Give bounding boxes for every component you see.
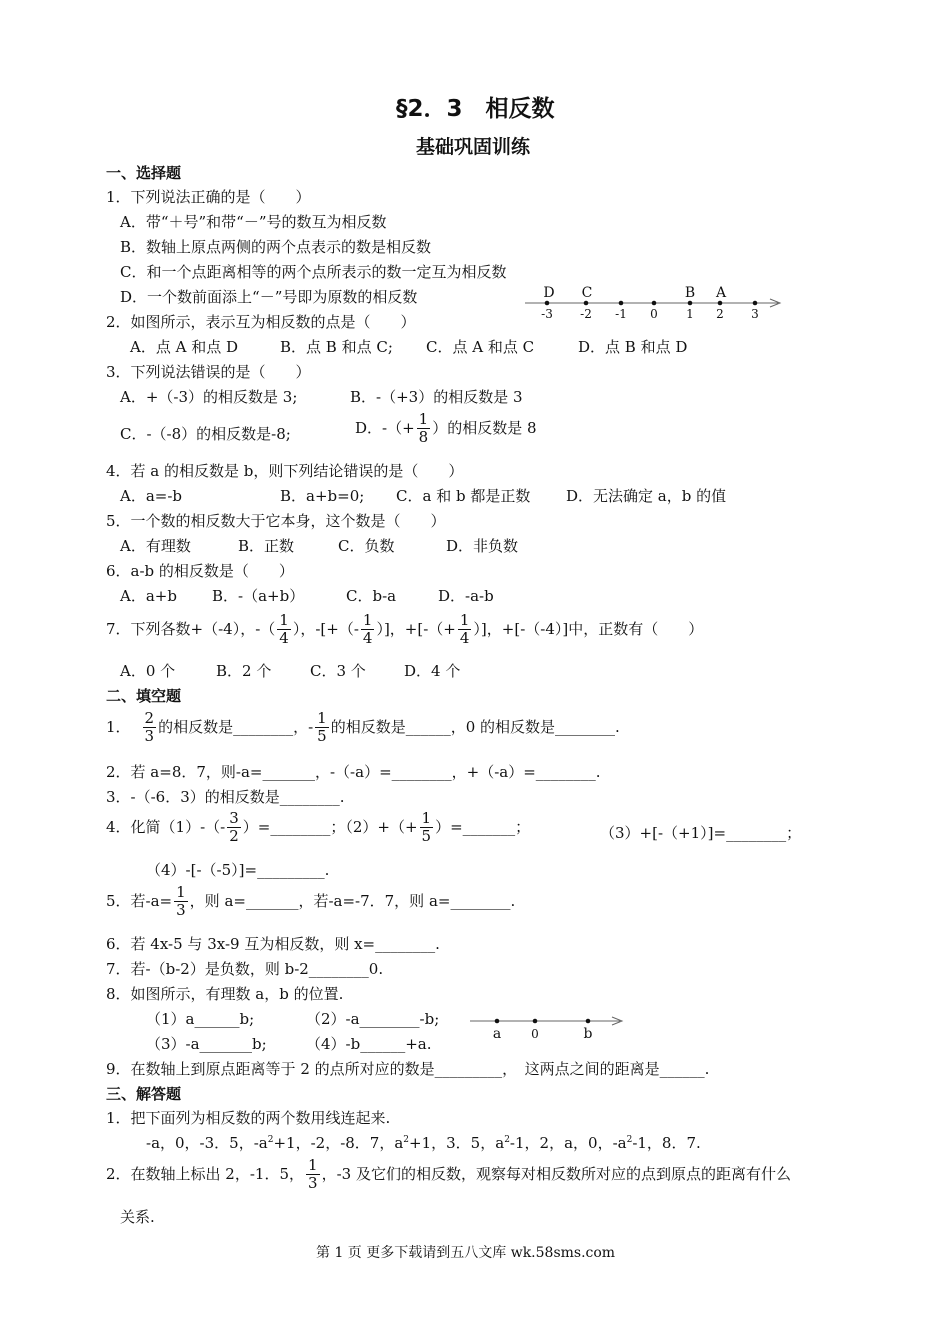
fraction-denominator: 5 — [421, 827, 432, 846]
fraction-denominator: 4 — [459, 629, 470, 648]
fill-question-1 — [106, 710, 620, 746]
number-line-dot — [619, 301, 624, 306]
fill-question-8-item-3: （3）-a_______b; — [146, 1035, 267, 1053]
question-7-option-c: C．3 个 — [310, 662, 366, 680]
fraction-denominator: 3 — [176, 901, 186, 920]
fraction-one-quarter — [361, 612, 375, 648]
q7-part-1: 7．下列各数+（-4），-（ — [106, 620, 276, 639]
fill-question-4-part-3: （3）+[-（+1）]=________； — [600, 824, 802, 842]
tick-label: 0 — [650, 307, 658, 321]
f1-part-1: 的相反数是________，- — [158, 718, 314, 737]
tick-label: -2 — [580, 307, 592, 321]
number-line-dot — [584, 301, 589, 306]
fraction-one-quarter — [277, 612, 291, 648]
number-line-dot — [545, 301, 550, 306]
fraction-denominator: 3 — [308, 1174, 318, 1193]
page-footer: 第 1 页 更多下载请到五八文库 wk.58sms.com — [316, 1245, 616, 1261]
f4-part-2: ）=_______； — [435, 818, 531, 837]
question-5-option-b: B．正数 — [238, 537, 295, 555]
number-line-dot — [495, 1019, 500, 1024]
fraction-one-third — [174, 884, 188, 920]
fill-question-2: 2．若 a=8．7，则-a=_______，-（-a）=________，+（-a）=________. — [106, 763, 601, 781]
tick-label: -3 — [541, 307, 553, 321]
question-7-option-b: B．2 个 — [216, 662, 272, 680]
number-line-dot — [718, 301, 723, 306]
fraction-numerator: 1 — [279, 611, 289, 629]
point-label: a — [492, 1026, 502, 1042]
a2-part-1: ，-3 及它们的相反数，观察每对相反数所对应的点到原点的距离有什么 — [321, 1165, 791, 1184]
question-4-option-a: A．a=-b — [120, 487, 183, 505]
f1-part-0: 1． — [106, 718, 131, 737]
fill-question-3: 3．-（-6．3）的相反数是________. — [106, 788, 345, 806]
tick-label: -1 — [615, 307, 627, 321]
question-3-option-d — [355, 411, 537, 447]
fraction-one-fifth — [315, 710, 329, 746]
question-1-stem: 1．下列说法正确的是（ ） — [106, 188, 311, 206]
fill-question-8-stem: 8．如图所示，有理数 a，b 的位置. — [106, 985, 344, 1003]
question-5-option-d: D．非负数 — [446, 537, 519, 555]
answer-question-1-items — [146, 1136, 701, 1151]
number-line-figure-2 — [470, 1010, 630, 1050]
f5-part-0: 5．若-a= — [106, 892, 173, 911]
fraction-numerator: 1 — [421, 809, 432, 827]
fill-question-4-part-4: （4）-[-（-5）]=_________. — [146, 861, 330, 879]
question-2-option-a: A．点 A 和点 D — [130, 338, 238, 356]
question-2-option-b: B．点 B 和点 C; — [280, 338, 393, 356]
fraction-numerator: 1 — [176, 883, 186, 901]
section-heading-fill: 二、填空题 — [106, 687, 182, 705]
question-6-option-c: C．b-a — [346, 587, 397, 605]
fraction-one-quarter — [458, 612, 472, 648]
number-line-figure-1 — [520, 280, 790, 325]
number-line-dot — [688, 301, 693, 306]
section-heading-answer: 三、解答题 — [106, 1085, 182, 1103]
question-3-option-c: C．-（-8）的相反数是-8; — [120, 425, 291, 443]
question-2-option-c: C．点 A 和点 C — [426, 338, 535, 356]
a1-part-3: +1，3．5，a — [409, 1134, 505, 1152]
point-label: B — [684, 285, 696, 301]
fraction-denominator: 5 — [317, 727, 327, 746]
fill-question-5 — [106, 884, 515, 920]
fraction-denominator: 3 — [144, 727, 155, 746]
f5-part-1: ，则 a=_______，若-a=-7．7，则 a=________. — [189, 892, 516, 911]
tick-label: 2 — [716, 307, 724, 321]
a1-part-4: -1，2，a，0，-a — [509, 1134, 627, 1152]
fill-question-8-item-2: （2）-a________-b; — [306, 1010, 440, 1028]
fill-question-4 — [106, 810, 530, 846]
fraction-one-third — [306, 1157, 320, 1193]
answer-question-1: 1．把下面列为相反数的两个数用线连起来. — [106, 1109, 391, 1127]
number-line-dot — [533, 1019, 538, 1024]
q7-part-4: ）]，+[-（-4）]中，正数有（ ） — [473, 620, 704, 639]
section-heading-choice: 一、选择题 — [106, 164, 182, 182]
fill-question-8-item-4: （4）-b______+a. — [306, 1035, 432, 1053]
tick-label: 3 — [751, 307, 759, 321]
point-label: C — [581, 285, 593, 301]
question-5-option-c: C．负数 — [338, 537, 395, 555]
question-3-option-b: B．-（+3）的相反数是 3 — [350, 388, 523, 406]
question-6-option-a: A．a+b — [120, 587, 177, 605]
number-line-dot — [586, 1019, 591, 1024]
q7-part-3: ）]，+[-（+ — [376, 620, 456, 639]
question-5-stem: 5．一个数的相反数大于它本身，这个数是（ ） — [106, 512, 446, 530]
fraction-numerator: 1 — [362, 611, 373, 629]
q3d-prefix: D．-（+ — [355, 419, 415, 438]
question-7-option-a: A．0 个 — [120, 662, 176, 680]
question-2-stem: 2．如图所示，表示互为相反数的点是（ ） — [106, 313, 416, 331]
point-label: A — [715, 285, 727, 301]
fraction-denominator: 4 — [362, 629, 373, 648]
superscript: 2 — [626, 1135, 633, 1145]
superscript: 2 — [504, 1135, 510, 1145]
f4-part-1: ）=________；（2）+（+ — [242, 818, 418, 837]
f4-part-0: 4．化简（1）-（- — [106, 818, 226, 837]
fraction-two-thirds — [143, 710, 157, 746]
page-subtitle: 基础巩固训练 — [416, 136, 531, 158]
fraction-numerator: 1 — [459, 611, 470, 629]
fill-question-7: 7．若-（b-2）是负数，则 b-2________0. — [106, 960, 384, 978]
answer-question-2 — [106, 1157, 791, 1193]
question-2-option-d: D．点 B 和点 D — [578, 338, 688, 356]
question-6-option-b: B．-（a+b） — [212, 587, 305, 605]
fraction-denominator: 2 — [229, 827, 239, 846]
a1-part-1: -a，0，-3．5，-a — [146, 1134, 268, 1152]
tick-label: 1 — [686, 307, 694, 321]
a1-part-5: -1，8．7. — [632, 1134, 701, 1152]
fraction-numerator: 3 — [229, 809, 239, 827]
question-1-option-d: D．一个数前面添上“－”号即为原数的相反数 — [120, 288, 418, 306]
fill-question-9: 9．在数轴上到原点距离等于 2 的点所对应的数是_________， 这两点之间的距离是______. — [106, 1060, 710, 1078]
q3d-suffix: ）的相反数是 8 — [432, 419, 537, 438]
point-label: 0 — [531, 1027, 539, 1041]
question-1-option-a: A．带“＋号”和带“－”号的数互为相反数 — [120, 213, 387, 231]
fraction-one-fifth — [420, 810, 434, 846]
superscript: 2 — [403, 1135, 410, 1145]
page-title: §2．3 相反数 — [396, 96, 555, 122]
question-1-option-b: B．数轴上原点两侧的两个点表示的数是相反数 — [120, 238, 432, 256]
question-1-option-c: C．和一个点距离相等的两个点所表示的数一定互为相反数 — [120, 263, 507, 281]
question-5-option-a: A．有理数 — [120, 537, 191, 555]
question-4-stem: 4．若 a 的相反数是 b，则下列结论错误的是（ ） — [106, 462, 464, 480]
question-7-option-d: D．4 个 — [404, 662, 461, 680]
number-line-dot — [652, 301, 657, 306]
question-4-option-c: C．a 和 b 都是正数 — [396, 487, 531, 505]
number-line-dot — [753, 301, 758, 306]
question-3-stem: 3．下列说法错误的是（ ） — [106, 363, 311, 381]
fraction-numerator: 1 — [317, 709, 327, 727]
a2-part-0: 2．在数轴上标出 2，-1．5， — [106, 1165, 305, 1184]
a1-part-2: +1，-2，-8．7，a — [273, 1134, 404, 1152]
question-3-option-a: A．+（-3）的相反数是 3; — [120, 388, 298, 406]
question-4-option-d: D．无法确定 a，b 的值 — [566, 487, 727, 505]
fill-question-8-item-1: （1）a______b; — [146, 1010, 255, 1028]
question-6-option-d: D．-a-b — [438, 587, 494, 605]
fraction-numerator: 1 — [418, 410, 429, 428]
q7-part-2: ），-[+（- — [292, 620, 359, 639]
fraction-denominator: 4 — [279, 629, 289, 648]
fraction-numerator: 1 — [308, 1156, 318, 1174]
fraction-one-eighth — [417, 411, 431, 447]
point-label: D — [543, 285, 555, 301]
question-4-option-b: B．a+b=0; — [280, 487, 365, 505]
fill-question-6: 6．若 4x-5 与 3x-9 互为相反数，则 x=________. — [106, 935, 440, 953]
superscript: 2 — [267, 1135, 274, 1145]
question-7-stem — [106, 612, 703, 648]
fraction-numerator: 2 — [144, 709, 155, 727]
answer-question-2-continued: 关系. — [120, 1208, 155, 1226]
question-6-stem: 6．a-b 的相反数是（ ） — [106, 562, 294, 580]
f1-part-2: 的相反数是______，0 的相反数是________. — [330, 718, 620, 737]
fraction-denominator: 8 — [418, 428, 429, 447]
fraction-three-halves — [227, 810, 241, 846]
point-label: b — [583, 1026, 593, 1042]
